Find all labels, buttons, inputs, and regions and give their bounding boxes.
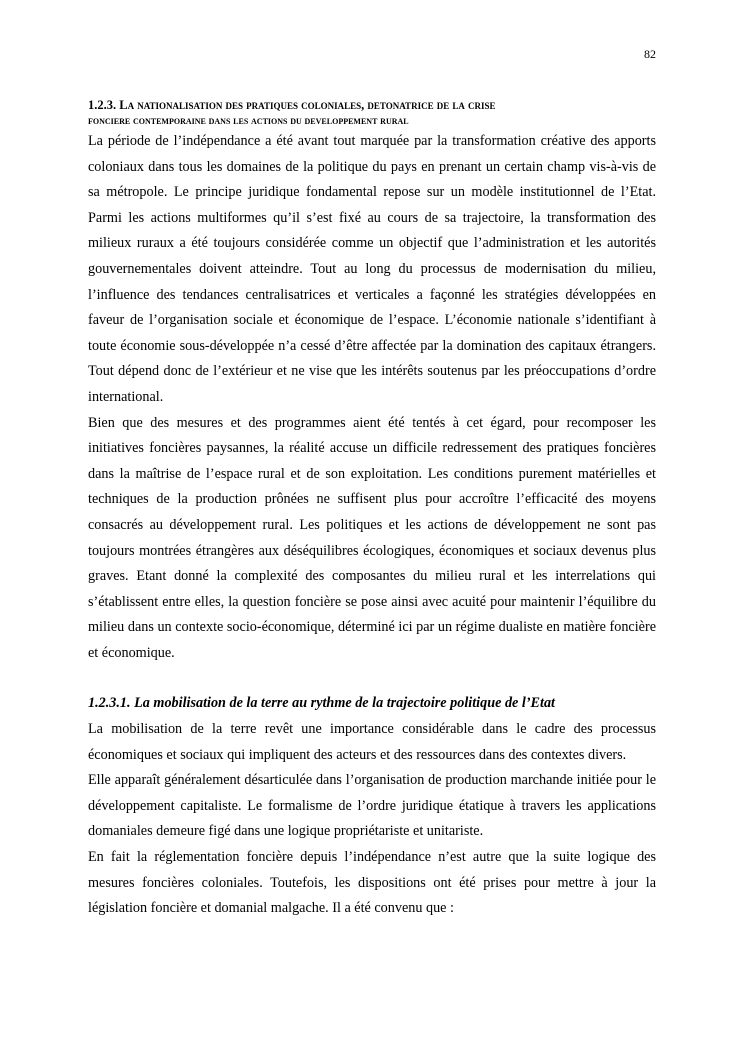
section-heading	[88, 97, 656, 129]
paragraph: Elle apparaît généralement désarticulée dans l’organisation de production marchande initiée pour le développement capitaliste. Le formalisme de l’ordre juridique étatique à travers les applications domaniales demeure figé dans une logique propriétariste et unitariste.	[88, 772, 656, 840]
spacer	[88, 666, 656, 691]
page-content	[88, 97, 656, 922]
section-heading-line-1: 1.2.3. La nationalisation des pratiques coloniales, detonatrice de la crise	[88, 98, 496, 112]
section-heading-line-2: fonciere contemporaine dans les actions du developpement rural	[88, 115, 409, 127]
paragraph: Bien que des mesures et des programmes aient été tentés à cet égard, pour recomposer les initiatives foncières paysannes, la réalité accuse un difficile redressement des pratiques foncières dans la maîtrise de l’espace rural et de son exploitation. Les conditions purement matérielles et techniques de la production prônées ne suffisent plus pour accroître l’efficacité des moyens consacrés au développement rural. Les politiques et les actions de développement ne sont pas toujours montrées étrangères aux déséquilibres écologiques, économiques et sociaux devenus plus graves. Etant donné la complexité des composantes du milieu rural et les interrelations qui s’établissent entre elles, la question foncière se pose ainsi avec acuité pour maintenir l’équilibre du milieu dans un contexte socio-économique, déterminé ici par un régime dualiste en matière foncière et économique.	[88, 414, 656, 661]
paragraph: La période de l’indépendance a été avant tout marquée par la transformation créative des apports coloniaux dans tous les domaines de la politique du pays en prenant un certain champ vis-à-vis de sa métropole. Le principe juridique fondamental repose sur un modèle institutionnel de l’Etat. Parmi les actions multiformes qu’il s’est fixé au cours de sa trajectoire, la transformation des milieux ruraux a été toujours considérée comme un objectif que l’administration et les autorités gouvernementales doivent atteindre. Tout au long du processus de modernisation du milieu, l’influence des tendances centralisatrices et verticales a façonné les stratégies développées en faveur de l’organisation sociale et économique de l’espace. L’économie nationale s’identifiant à toute économie sous-développée n’a cessé d’être affectée par la domination des capitaux étrangers. Tout dépend donc de l’extérieur et ne vise que les intérêts soutenus par les préoccupations d’ordre international.	[88, 133, 656, 405]
subsection-heading: 1.2.3.1. La mobilisation de la terre au rythme de la trajectoire politique de l’Etat	[88, 695, 555, 712]
paragraph: La mobilisation de la terre revêt une importance considérable dans le cadre des processus économiques et sociaux qui impliquent des acteurs et des ressources dans des contextes divers.	[88, 721, 656, 763]
paragraph: En fait la réglementation foncière depuis l’indépendance n’est autre que la suite logique des mesures foncières coloniales. Toutefois, les dispositions ont été prises pour mettre à jour la législation foncière et domanial malgache. Il a été convenu que :	[88, 849, 656, 917]
page-number: 82	[644, 47, 656, 61]
